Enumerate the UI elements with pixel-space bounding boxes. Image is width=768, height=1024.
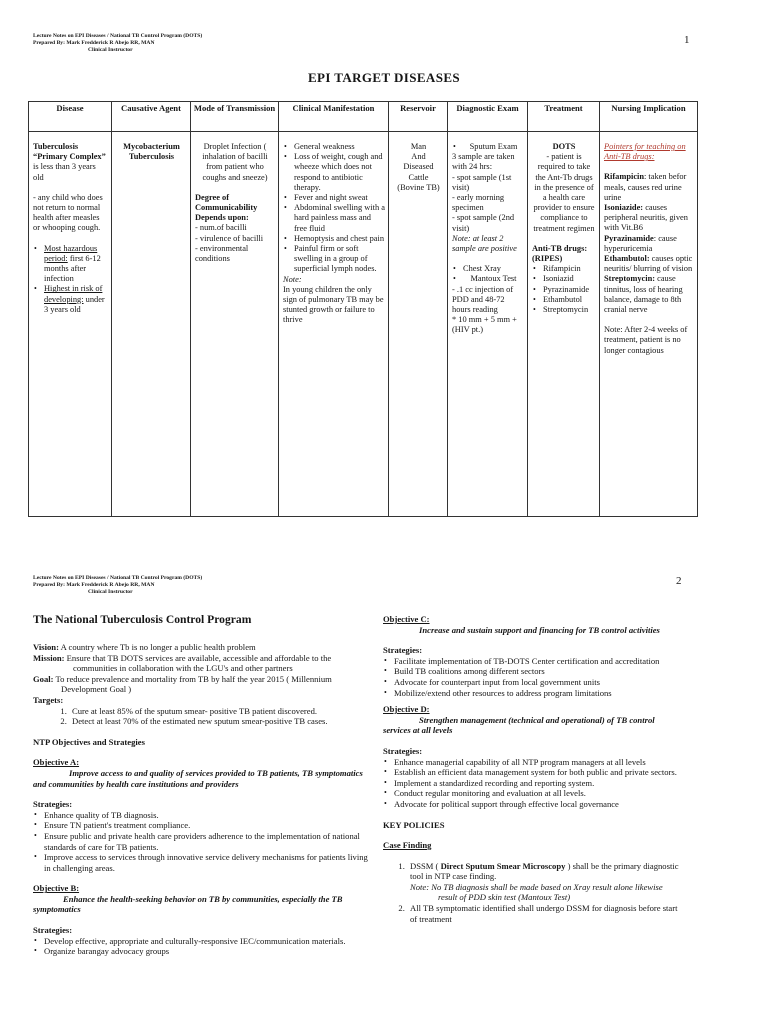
left-column — [33, 642, 368, 957]
any-child-note: - any child who does not return to normal health after measles or whooping cough. — [33, 192, 103, 233]
list-item: • Painful firm or soft swelling in a group of superficial lymph nodes. — [283, 244, 385, 275]
col-header-diagnostic: Diagnostic Exam — [448, 102, 528, 132]
strategies-label: Strategies: — [383, 645, 423, 656]
reservoir-and: And — [411, 152, 426, 162]
list-item: Isoniazide: causes peripheral neuritis, given with Vit.B6 — [604, 203, 688, 233]
cell-reservoir — [389, 132, 448, 517]
reservoir-cattle: Diseased Cattle — [403, 162, 434, 182]
mission: Mission: Ensure that TB DOTS services are available, accessible and affordable to the communities in collaboration with the LGU's and other partners — [33, 652, 332, 674]
header-line-3: Clinical Instructor — [88, 47, 133, 54]
list-item: • Mobilize/extend other resources to address program limitations — [383, 688, 683, 699]
objective-a-text: Improve access to and quality of services provided to TB patients, TB symptomatics and communities by health care institutions and providers — [33, 767, 363, 789]
list-item: • Advocate for counterpart input from local government units — [383, 677, 683, 688]
list-item: • Facilitate implementation of TB-DOTS Center certification and accreditation — [383, 656, 683, 667]
list-item: • Streptomycin — [532, 305, 596, 315]
cell-transmission — [191, 132, 279, 517]
list-item: 1. Cure at least 85% of the sputum smear- positive TB patient discovered. — [69, 706, 368, 717]
reading-text: * 10 mm + 5 mm + (HIV pt.) — [452, 315, 517, 335]
page-title: EPI TARGET DISEASES — [307, 70, 461, 85]
list-item: Rifampicin: taken befor meals, causes red urine urine — [604, 172, 687, 202]
header-line-2: Prepared By: Mark Fredderick R Abejo RR, MAN — [33, 582, 155, 589]
page-number: 2 — [676, 575, 682, 587]
col-header-treatment: Treatment — [528, 102, 600, 132]
list-item: • Implement a standardized recording and reporting system. — [383, 778, 683, 789]
list-item: • Highest in risk of developing: under 3 years old — [33, 284, 108, 315]
program-title: The National Tuberculosis Control Program — [33, 613, 252, 626]
list-item: • Isoniazid — [532, 274, 596, 284]
samples-text: 3 sample are taken with 24 hrs: — [452, 152, 515, 172]
list-item: Streptomycin: cause tinnitus, loss of hearing balance, damage to 8th cranial nerve — [604, 274, 683, 315]
cell-nursing — [600, 132, 698, 517]
page2-header — [33, 575, 202, 597]
strategies-label: Strategies: — [383, 745, 423, 756]
page-number: 1 — [684, 34, 690, 46]
cell-agent: Mycobacterium Tuberculosis — [112, 132, 191, 517]
objective-c-label: Objective C: — [383, 614, 430, 624]
list-item: 2. Detect at least 70% of the estimated new sputum smear-positive TB cases. — [69, 716, 368, 727]
dots-text: - patient is required to take the Ant-Tb drugs in the presence of a health care provider to ensure compliance to treatment regimen — [533, 152, 595, 233]
objective-d-text: Strengthen management (technical and operational) of TB control services at all levels — [383, 714, 655, 736]
list-item: - environmental conditions — [195, 243, 249, 264]
ntp-heading: NTP Objectives and Strategies — [33, 736, 145, 747]
table-header-row — [29, 102, 698, 132]
col-header-transmission: Mode of Transmission — [191, 102, 279, 132]
spot-2: - spot sample (2nd visit) — [452, 213, 515, 233]
transmission-text: Droplet Infection ( inhalation of bacilli from patient who coughs and sneeze) — [202, 142, 268, 182]
list-item: • Ethambutol — [532, 295, 596, 305]
case-finding-note: Note: No TB diagnosis shall be made based on Xray result alone likewise — [410, 881, 663, 892]
list-item: • Improve access to services through innovative service delivery mechanisms for patients living in challenging areas. — [33, 852, 368, 873]
list-item: Ethambutol: causes optic neuritis/ blurring of vision — [604, 254, 693, 274]
key-policies-heading: KEY POLICIES — [383, 819, 445, 830]
list-item: • Enhance managerial capability of all NTP program managers at all levels — [383, 757, 683, 768]
dots-heading: DOTS — [552, 142, 576, 151]
disease-name: Tuberculosis — [33, 142, 79, 151]
list-item: - virulence of bacilli — [195, 233, 264, 243]
col-header-agent: Causative Agent — [112, 102, 191, 132]
list-item: • Organize barangay advocacy groups — [33, 946, 368, 957]
injection-text: - .1 cc injection of PDD and 48-72 hours reading — [452, 284, 514, 315]
col-header-reservoir: Reservoir — [389, 102, 448, 132]
spot-1: - spot sample (1st visit) — [452, 172, 512, 192]
list-item: • Enhance quality of TB diagnosis. — [33, 810, 368, 821]
reservoir-bovine: (Bovine TB) — [397, 182, 440, 192]
diagnostic-note: Note: at least 2 sample are positive — [452, 233, 517, 254]
list-item: • Establish an efficient data management system for both public and private sectors. — [383, 767, 683, 778]
objective-a-label: Objective A: — [33, 757, 80, 768]
case-finding-heading: Case Finding — [383, 840, 432, 851]
goal: Goal: To reduce prevalence and mortality from TB by half the year 2015 ( Millennium Development Goal ) — [33, 673, 332, 695]
list-item: • Fever and night sweat — [283, 193, 385, 203]
case-finding-list — [383, 861, 683, 925]
list-item: • Ensure public and private health care providers adherence to the implementation of national standards of care for TB patients. — [33, 831, 368, 852]
page1-header — [33, 33, 202, 55]
list-item: • Build TB coalitions among different sectors — [383, 666, 683, 677]
list-item: • Most hazardous period: first 6-12 months after infection — [33, 244, 108, 285]
cell-treatment — [528, 132, 600, 517]
list-item: • Pyrazinamide — [532, 285, 596, 295]
list-item: • Rifampicin — [532, 264, 596, 274]
degree-heading: Degree of Communicability Depends upon: — [195, 192, 258, 223]
col-header-nursing: Nursing Implication — [600, 102, 698, 132]
strategies-label: Strategies: — [33, 925, 73, 936]
vision: Vision: A country where Tb is no longer a public health problem — [33, 642, 256, 652]
reservoir-man: Man — [410, 142, 427, 151]
primary-complex: “Primary Complex” is less than 3 years old — [33, 152, 106, 182]
list-item: • Loss of weight, cough and wheeze which does not respond to antibiotic therapy. — [283, 152, 385, 193]
list-item: • Mantoux Test — [452, 274, 524, 284]
list-item: • Develop effective, appropriate and culturally-responsive IEC/communication materials. — [33, 936, 368, 947]
list-item: • Ensure TN patient's treatment compliance. — [33, 820, 368, 831]
pointers-heading: Pointers for teaching on Anti-TB drugs: — [604, 142, 686, 162]
col-header-clinical: Clinical Manifestation — [279, 102, 389, 132]
list-item: 1. DSSM ( Direct Sputum Smear Microscopy ) shall be the primary diagnostic tool in NTP case finding. Note: No TB diagnosis shall be made based on Xray result alone likewise result of PDD skin test (Mantoux Test) — [407, 861, 683, 903]
note-text: In young children the only sign of pulmonary TB may be stunted growth or failure to thrive — [283, 284, 384, 325]
list-item: • Hemoptysis and chest pain — [283, 234, 385, 244]
strategies-label: Strategies: — [33, 799, 73, 810]
objective-d-label: Objective D: — [383, 704, 430, 715]
header-line-1: Lecture Notes on EPI Diseases / National TB Control Program (DOTS) — [33, 575, 203, 581]
objective-c-text: Increase and sustain support and financing for TB control activities — [419, 624, 660, 635]
antitb-heading: Anti-TB drugs: (RIPES) — [532, 243, 588, 264]
header-line-2: Prepared By: Mark Fredderick R Abejo RR, MAN — [33, 40, 155, 47]
header-line-1: Lecture Notes on EPI Diseases / National TB Control Program (DOTS) — [33, 33, 203, 39]
early-morning: - early morning specimen — [452, 193, 505, 213]
epi-table — [28, 101, 698, 517]
list-item: • General weakness — [283, 142, 385, 152]
note-label: Note: — [283, 274, 302, 284]
objective-b-label: Objective B: — [33, 883, 80, 894]
list-item: - num.of bacilli — [195, 223, 247, 233]
header-line-3: Clinical Instructor — [88, 589, 133, 596]
targets-list — [33, 706, 368, 727]
list-item: • Sputum Exam — [452, 142, 524, 152]
targets-label: Targets: — [33, 694, 64, 705]
list-item: Pyrazinamide: cause hyperuricemia — [604, 233, 677, 253]
nursing-note: Note: After 2-4 weeks of treatment, patient is no longer contagious — [604, 325, 688, 355]
list-item: 2. All TB symptomatic identified shall undergo DSSM for diagnosis before start of treatment — [407, 903, 683, 924]
table-row — [29, 132, 698, 517]
list-item: • Chest Xray — [452, 264, 524, 274]
list-item: • Advocate for political support through effective local governance — [383, 799, 683, 810]
right-column — [383, 614, 683, 924]
cell-clinical — [279, 132, 389, 517]
list-item: • Abdominal swelling with a hard painless mass and free fluid — [283, 203, 385, 234]
list-item: • Conduct regular monitoring and evaluation at all levels. — [383, 788, 683, 799]
objective-b-text: Enhance the health-seeking behavior on TB by communities, especially the TB symptomatics — [33, 893, 343, 915]
cell-diagnostic — [448, 132, 528, 517]
col-header-disease: Disease — [29, 102, 112, 132]
case-finding-note-2: result of PDD skin test (Mantoux Test) — [438, 892, 571, 903]
cell-disease — [29, 132, 112, 517]
